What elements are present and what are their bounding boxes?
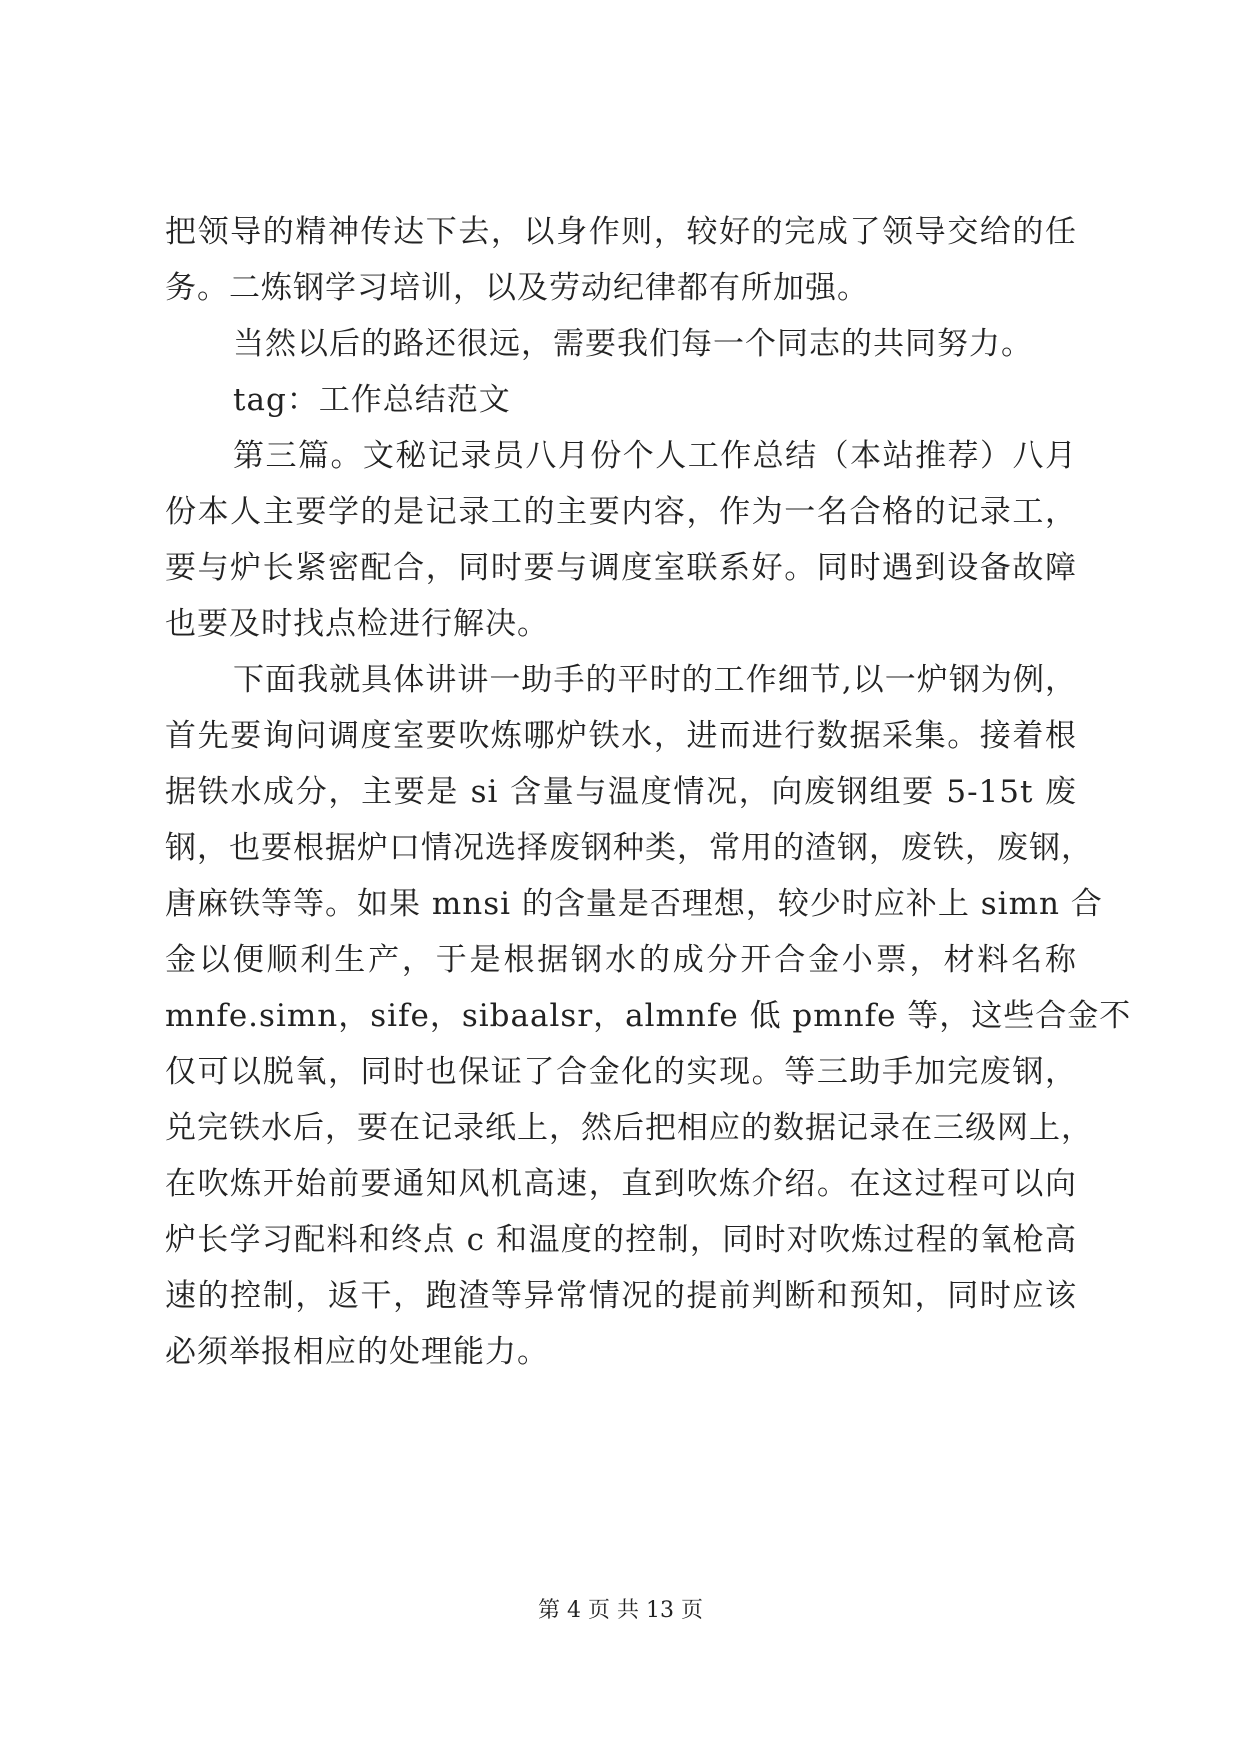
page-number-footer: 第 4 页 共 13 页 [538,1598,703,1623]
text-line: 在吹炼开始前要通知风机高速，直到吹炼介绍。在这过程可以向 [165,1166,1077,1202]
text-line: 必须举报相应的处理能力。 [165,1334,549,1370]
text-line: 据铁水成分，主要是 si 含量与温度情况，向废钢组要 5-15t 废 [165,774,1077,810]
text-line: 务。二炼钢学习培训，以及劳动纪律都有所加强。 [165,270,869,306]
text-line: 仅可以脱氧，同时也保证了合金化的实现。等三助手加完废钢， [165,1054,1077,1090]
text-line: 唐麻铁等等。如果 mnsi 的含量是否理想，较少时应补上 simn 合 [165,886,1103,922]
text-line: 炉长学习配料和终点 c 和温度的控制，同时对吹炼过程的氧枪高 [165,1222,1077,1258]
text-line: 份本人主要学的是记录工的主要内容，作为一名合格的记录工， [165,494,1077,530]
text-line: 首先要询问调度室要吹炼哪炉铁水，进而进行数据采集。接着根 [165,718,1077,754]
text-line: 下面我就具体讲讲一助手的平时的工作细节,以一炉钢为例， [233,662,1077,698]
text-line: 钢，也要根据炉口情况选择废钢种类，常用的渣钢，废铁，废钢， [165,830,1093,866]
text-line: 兑完铁水后，要在记录纸上，然后把相应的数据记录在三级网上， [165,1110,1093,1146]
text-line: 把领导的精神传达下去，以身作则，较好的完成了领导交给的任 [165,214,1077,250]
text-line: 当然以后的路还很远，需要我们每一个同志的共同努力。 [233,326,1033,362]
text-line: tag：工作总结范文 [233,382,511,418]
text-line: 金以便顺利生产，于是根据钢水的成分开合金小票，材料名称 [165,942,1077,978]
text-line: 第三篇。文秘记录员八月份个人工作总结（本站推荐）八月 [233,438,1077,474]
text-line: 速的控制，返干，跑渣等异常情况的提前判断和预知，同时应该 [165,1278,1077,1314]
text-line: 也要及时找点检进行解决。 [165,606,549,642]
text-line: 要与炉长紧密配合，同时要与调度室联系好。同时遇到设备故障 [165,550,1077,586]
text-line: mnfe.simn，sife，sibaalsr，almnfe 低 pmnfe 等，这些合金不 [165,998,1132,1034]
